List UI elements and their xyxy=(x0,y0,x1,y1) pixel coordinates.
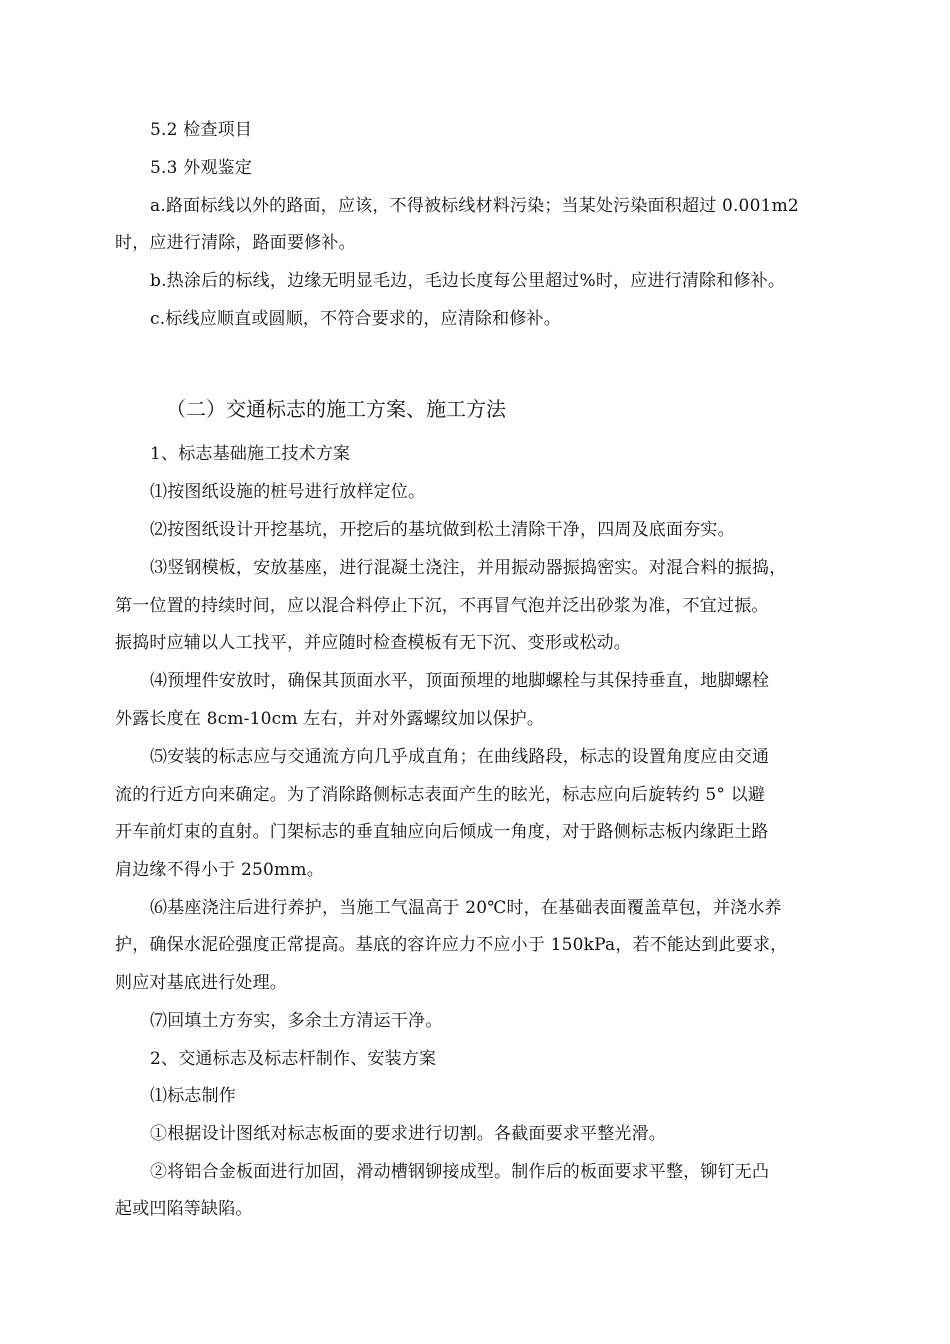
step-4-line-2: 外露长度在 8cm-10cm 左右，并对外露螺纹加以保护。 xyxy=(115,709,545,729)
step-4-line-1: ⑷预埋件安放时，确保其顶面水平，顶面预埋的地脚螺栓与其保持垂直，地脚螺栓 xyxy=(150,671,770,691)
step-5-line-2: 流的行近方向来确定。为了消除路侧标志表面产生的眩光，标志应向后旋转约 5° 以避 xyxy=(115,785,766,805)
subsection-1-title: 1、标志基础施工技术方案 xyxy=(150,444,351,464)
step-6-line-3: 则应对基底进行处理。 xyxy=(115,973,287,993)
step-5-line-3: 开车前灯束的直射。门架标志的垂直轴应向后倾成一角度，对于路侧标志板内缘距土路 xyxy=(115,822,769,842)
subsection-2-title: 2、交通标志及标志杆制作、安装方案 xyxy=(150,1049,437,1069)
fabrication-item-2-line-2: 起或凹陷等缺陷。 xyxy=(115,1199,253,1219)
step-5-line-4: 肩边缘不得小于 250mm。 xyxy=(115,860,324,880)
step-1: ⑴按图纸设施的桩号进行放样定位。 xyxy=(150,482,426,502)
paragraph-a-line-2: 时，应进行清除，路面要修补。 xyxy=(115,233,356,253)
step-5-line-1: ⑸安装的标志应与交通流方向几乎成直角；在曲线路段，标志的设置角度应由交通 xyxy=(150,747,770,767)
paragraph-b: b.热涂后的标线，边缘无明显毛边，毛边长度每公里超过%时，应进行清除和修补。 xyxy=(150,271,786,291)
step-7: ⑺回填土方夯实，多余土方清运干净。 xyxy=(150,1011,443,1031)
item-5-2: 5.2 检查项目 xyxy=(150,120,253,140)
step-2: ⑵按图纸设计开挖基坑，开挖后的基坑做到松土清除干净，四周及底面夯实。 xyxy=(150,520,735,540)
paragraph-a-line-1: a.路面标线以外的路面，应该，不得被标线材料污染；当某处污染面积超过 0.001m2 xyxy=(150,196,799,216)
fabrication-item-2-line-1: ②将铝合金板面进行加固，滑动槽钢铆接成型。制作后的板面要求平整，铆钉无凸 xyxy=(150,1162,770,1182)
item-5-3: 5.3 外观鉴定 xyxy=(150,158,253,178)
step-3-line-1: ⑶竖钢模板，安放基座，进行混凝土浇注，并用振动器振捣密实。对混合料的振捣， xyxy=(150,558,787,578)
step-3-line-2: 第一位置的持续时间，应以混合料停止下沉，不再冒气泡并泛出砂浆为准，不宜过振。 xyxy=(115,596,769,616)
sign-fabrication-title: ⑴标志制作 xyxy=(150,1086,236,1106)
fabrication-item-1: ①根据设计图纸对标志板面的要求进行切割。各截面要求平整光滑。 xyxy=(150,1124,666,1144)
step-6-line-2: 护，确保水泥砼强度正常提高。基底的容许应力不应小于 150kPa，若不能达到此要求， xyxy=(115,935,788,955)
paragraph-c: c.标线应顺直或圆顺，不符合要求的，应清除和修补。 xyxy=(150,309,561,329)
section-heading: （二）交通标志的施工方案、施工方法 xyxy=(166,397,506,421)
step-3-line-3: 振捣时应辅以人工找平，并应随时检查模板有无下沉、变形或松动。 xyxy=(115,633,631,653)
step-6-line-1: ⑹基座浇注后进行养护，当施工气温高于 20℃时，在基础表面覆盖草包，并浇水养 xyxy=(150,898,782,918)
